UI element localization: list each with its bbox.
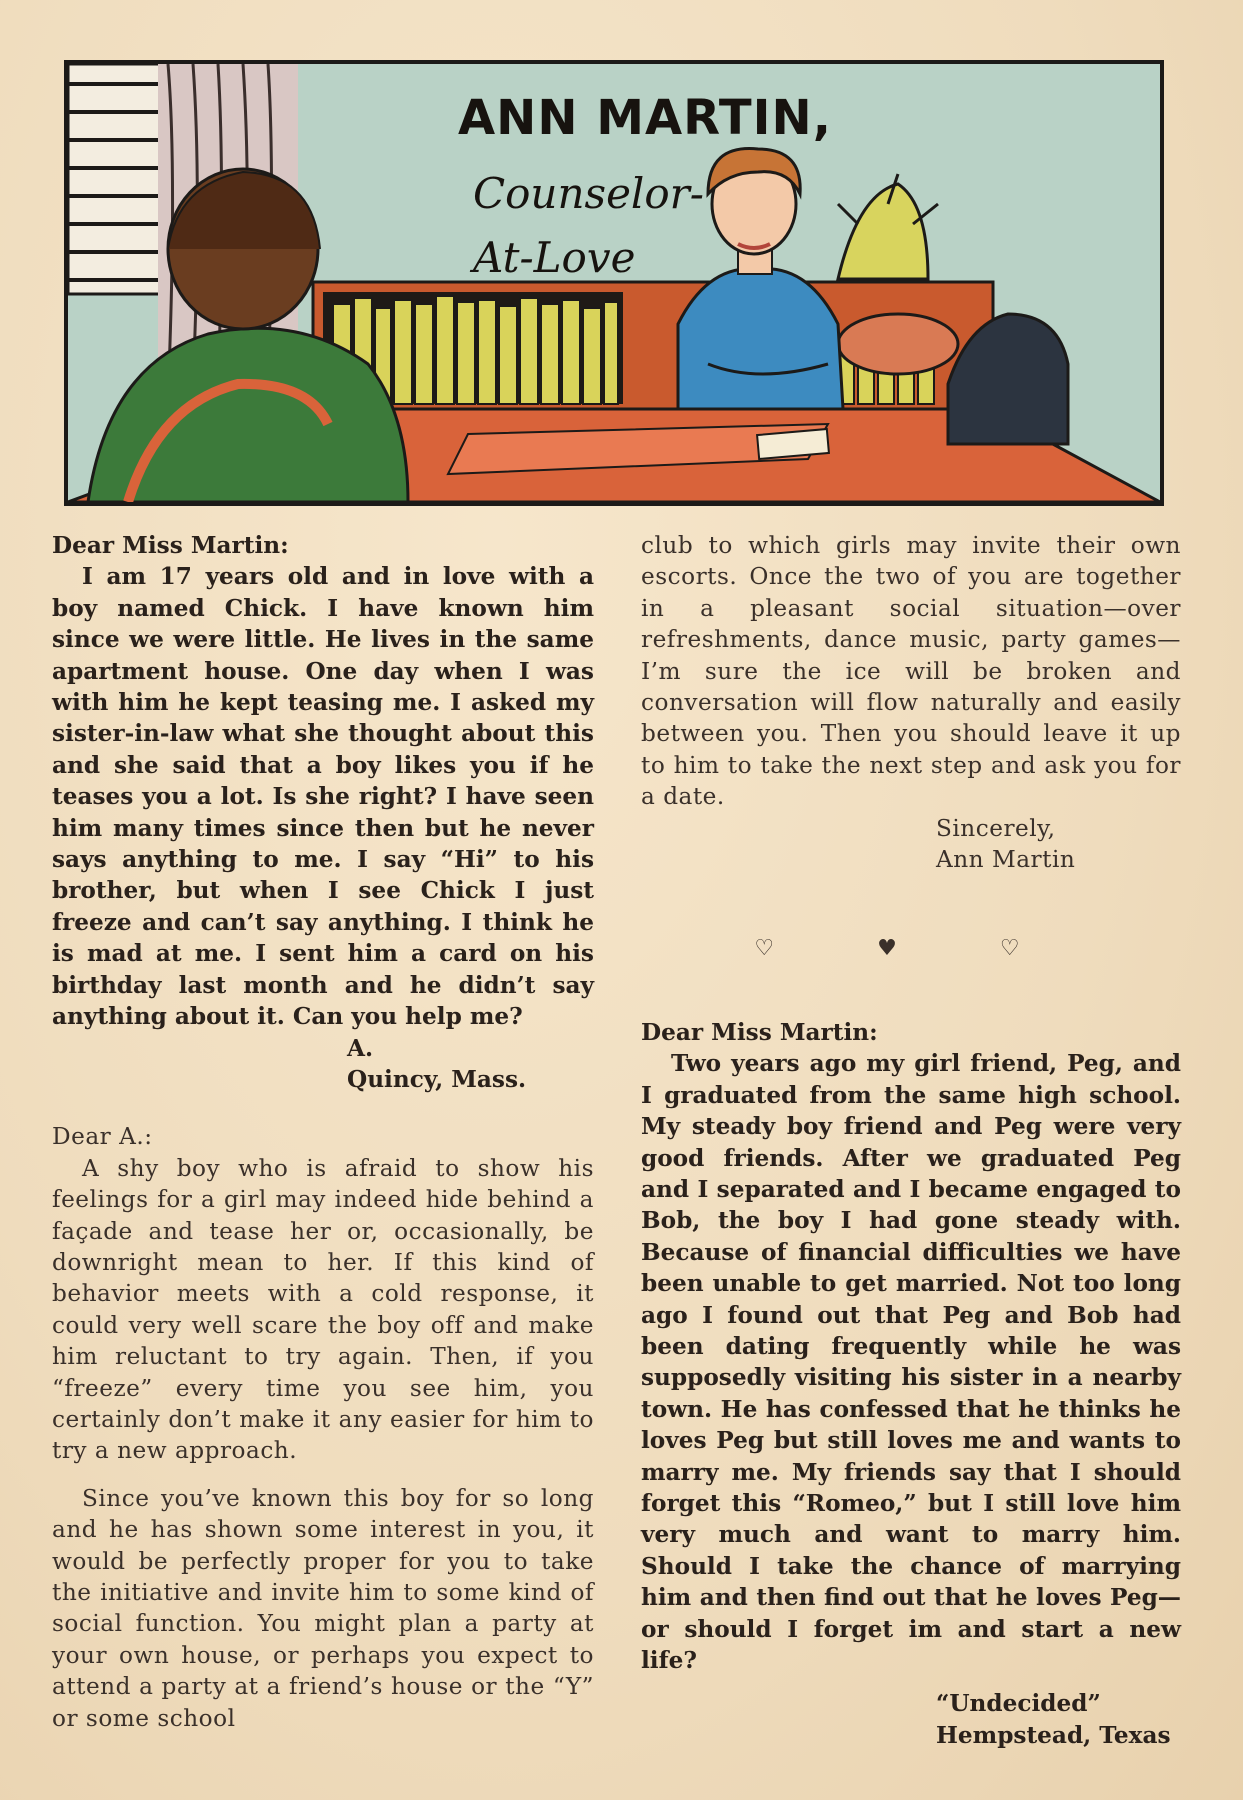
page-title: ANN MARTIN, (458, 90, 832, 146)
subtitle-line-2: At-Love (473, 233, 636, 282)
letter-2-body: Two years ago my girl friend, Peg, and I graduated from the same high school. My steady boy friend and Peg were very good friends. After we graduated Peg and I separated and I became engaged to Bob, the boy I had gone steady with. Because of financial difficulties we have been unable to get married. Not too long ago I found out that Peg and Bob had been dating frequently while he was supposedly visiting his sister in a nearby town. He has confessed that he thinks he loves Peg but still loves me and wants to marry me. My friends say that I should forget this “Romeo,” but I still love him very much and want to marry him. Should I take the chance of marrying him and then find out that he loves Peg—or should I forget im and start a new life? (641, 1050, 1181, 1674)
page-subtitle (473, 162, 713, 290)
reply-1-paragraph-2-continued: club to which girls may invite their own escorts. Once the two of you are together in a pleasant social situation—over refreshments, dance music, party games—I’m sure the ice will be broken and conversation will flow naturally and easily between you. Then you should leave it up to him to take the next step and ask you for a date. (641, 532, 1181, 811)
left-column (52, 530, 594, 1734)
letter-2-signature: “Undecided” (936, 1690, 1101, 1718)
letter-1-body: I am 17 years old and in love with a boy named Chick. I have known him since we were little. He lives in the same apartment house. One day when I was with him he kept teasing me. I asked my sister-in-law what she thought about this and she said that a boy likes you if he teases you a lot. Is she right? I have seen him many times since then but he never says anything to me. I say “Hi” to his brother, but when I see Chick I just freeze and can’t say anything. I think he is mad at me. I sent him a card on his birthday last month and he didn’t say anything about it. Can you help me? (52, 563, 594, 1031)
reply-1-salutation: Dear A.: (52, 1123, 153, 1151)
letter-2-salutation: Dear Miss Martin: (641, 1018, 878, 1046)
subtitle-line-1: Counselor- (473, 169, 704, 218)
reply-1-paragraph-1: A shy boy who is afraid to show his feelings for a girl may indeed hide behind a façade and tease her or, occasionally, be downright mean to her. If this kind of behavior meets with a cold response, it could very well scare the boy off and make him reluctant to try again. Then, if you “freeze” every time you see him, you certainly don’t make it any easier for him to try a new approach. (52, 1154, 594, 1465)
letter-2-location: Hempstead, Texas (936, 1721, 1171, 1749)
reply-1-paragraph-2: Since you’ve known this boy for so long and he has shown some interest in you, it would be perfectly proper for you to take the initiative and invite him to some kind of social function. You might plan a party at your own house, or perhaps you expect to attend a party at a friend’s house or the “Y” or some school (52, 1484, 594, 1732)
reply-1 (52, 1121, 594, 1734)
letter-2 (641, 1017, 1181, 1751)
reply-1-closing: Sincerely, (936, 814, 1056, 842)
letter-1-location: Quincy, Mass. (347, 1065, 527, 1093)
reply-1-signer: Ann Martin (936, 846, 1076, 874)
right-column (641, 530, 1181, 1751)
heart-divider-icon: ♡ ♥ ♡ (754, 936, 1068, 962)
header-panel (64, 60, 1164, 506)
letter-1-signature: A. (347, 1034, 374, 1062)
letter-1-salutation: Dear Miss Martin: (52, 532, 289, 559)
reply-1-continued (641, 530, 1181, 875)
letter-1 (52, 530, 594, 1095)
